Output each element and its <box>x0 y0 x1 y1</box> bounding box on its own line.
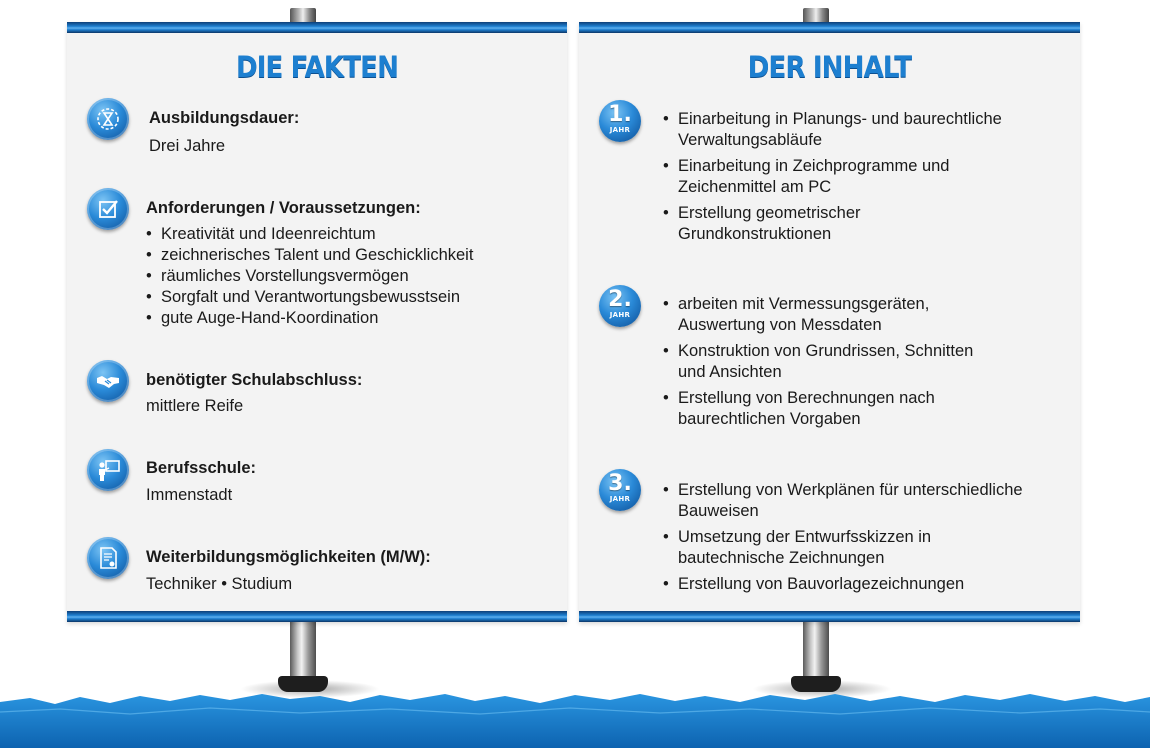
list-item-line: bautechnische Zeichnungen <box>678 549 885 567</box>
hourglass-icon <box>87 98 129 140</box>
list-item-line: Zeichenmittel am PC <box>678 178 832 196</box>
year-label: JAHR <box>609 495 631 503</box>
board-rail-bottom <box>67 611 567 622</box>
board-rail-bottom <box>579 611 1080 622</box>
fact-heading: Ausbildungsdauer: <box>149 109 300 127</box>
year-2-list <box>663 294 973 435</box>
certificate-icon <box>87 537 129 579</box>
list-item-line: • Umsetzung der Entwurfsskizzen in <box>678 528 932 546</box>
list-item-line: • Erstellung von Werkplänen für unterschiedliche <box>678 481 1023 499</box>
list-item: • Kreativität und Ideenreichtum <box>146 224 473 245</box>
list-item-line: • Konstruktion von Grundrissen, Schnitten <box>678 342 974 360</box>
list-item <box>663 156 1002 198</box>
year-label: JAHR <box>609 126 631 134</box>
list-item <box>663 574 1023 595</box>
fact-value: Drei Jahre <box>149 137 226 155</box>
year-3-badge <box>599 469 641 511</box>
facts-title: DIE FAKTEN <box>235 50 399 84</box>
list-item: • zeichnerisches Talent und Geschicklichkeit <box>146 245 473 266</box>
fact-value: mittlere Reife <box>146 397 244 415</box>
fact-heading: Berufsschule: <box>146 459 257 477</box>
fact-value: Techniker • Studium <box>146 575 293 593</box>
handshake-icon <box>87 360 129 402</box>
board-rail-top <box>67 22 567 33</box>
list-item-line: • Einarbeitung in Planungs- und baurechtliche <box>678 110 1002 128</box>
list-item <box>663 294 973 336</box>
list-item <box>663 388 973 430</box>
fact-value: Immenstadt <box>146 486 233 504</box>
year-number: 3. <box>608 471 632 496</box>
list-item: • räumliches Vorstellungsvermögen <box>146 266 473 287</box>
content-title: DER INHALT <box>747 50 912 84</box>
checkbox-icon <box>87 188 129 230</box>
list-item <box>663 480 1023 522</box>
list-item-line: • Einarbeitung in Zeichprogramme und <box>678 157 950 175</box>
teacher-icon <box>87 449 129 491</box>
list-item-line: • Erstellung von Bauvorlagezeichnungen <box>678 575 965 593</box>
list-item-line: • arbeiten mit Vermessungsgeräten, <box>678 295 930 313</box>
list-item-line: Grundkonstruktionen <box>678 225 832 243</box>
year-1-list <box>663 109 1002 250</box>
fact-heading: Weiterbildungsmöglichkeiten (M/W): <box>146 548 431 566</box>
fact-heading: Anforderungen / Voraussetzungen: <box>146 199 421 217</box>
year-number: 2. <box>608 287 632 312</box>
year-number: 1. <box>608 102 632 127</box>
year-1-badge <box>599 100 641 142</box>
list-item-line: • Erstellung geometrischer <box>678 204 861 222</box>
fact-heading: benötigter Schulabschluss: <box>146 371 363 389</box>
list-item-line: Auswertung von Messdaten <box>678 316 882 334</box>
list-item: • Sorgfalt und Verantwortungsbewusstsein <box>146 287 473 308</box>
list-item-line: • Erstellung von Berechnungen nach <box>678 389 935 407</box>
facts-board <box>67 22 567 622</box>
list-item-line: Verwaltungsabläufe <box>678 131 823 149</box>
year-3-list <box>663 480 1023 600</box>
list-item-line: und Ansichten <box>678 363 782 381</box>
year-2-badge <box>599 285 641 327</box>
board-rail-top <box>579 22 1080 33</box>
list-item-line: baurechtlichen Vorgaben <box>678 410 861 428</box>
list-item: • gute Auge-Hand-Koordination <box>146 308 473 329</box>
list-item-line: Bauweisen <box>678 502 759 520</box>
content-board <box>579 22 1080 622</box>
requirements-list <box>146 224 473 329</box>
list-item <box>663 203 1002 245</box>
list-item <box>663 341 973 383</box>
list-item <box>663 527 1023 569</box>
year-label: JAHR <box>609 311 631 319</box>
list-item <box>663 109 1002 151</box>
